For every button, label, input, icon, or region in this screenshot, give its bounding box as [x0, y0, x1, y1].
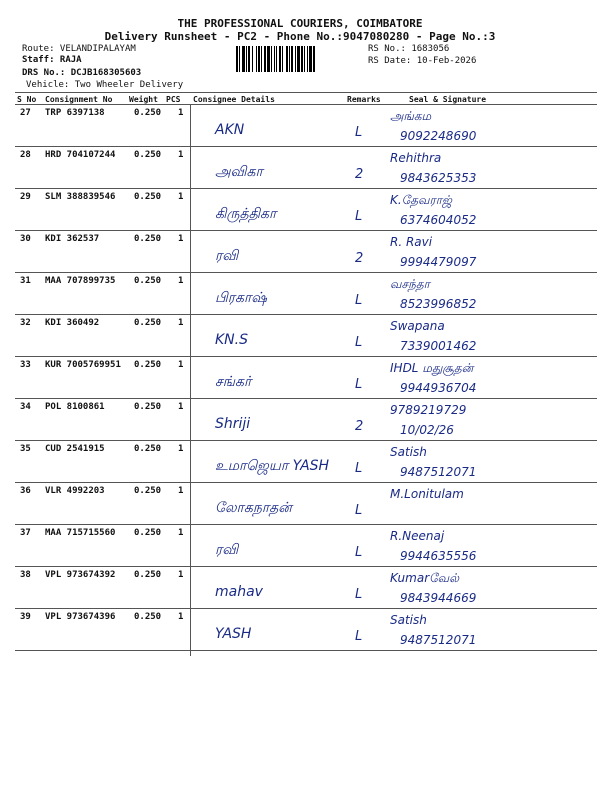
consignee-handwriting: AKN: [215, 122, 245, 138]
consignee-handwriting: mahav: [215, 584, 263, 600]
row-pcs: 1: [178, 234, 184, 244]
col-weight: Weight: [129, 95, 158, 104]
remark-handwriting: L: [355, 545, 363, 560]
row-consignment-no: HRD 704107244: [45, 150, 116, 160]
col-consignee: Consignee Details: [193, 95, 275, 104]
row-weight: 0.250: [134, 234, 162, 244]
row-weight: 0.250: [134, 486, 162, 496]
rs-number: RS No.: 1683056: [368, 44, 450, 54]
consignee-handwriting: உமாஜெயா YASH: [215, 458, 330, 474]
row-consignment-no: KDI 362537: [45, 234, 100, 244]
signature-phone: 9843944669: [400, 591, 477, 605]
row-sno: 29: [20, 192, 31, 202]
row-weight: 0.250: [134, 360, 162, 370]
signature-phone: 9487512071: [400, 465, 477, 479]
row-weight: 0.250: [134, 108, 162, 118]
row-consignment-no: POL 8100861: [45, 402, 105, 412]
row-consignment-no: VPL 973674396: [45, 612, 116, 622]
row-consignment-no: SLM 388839546: [45, 192, 116, 202]
remark-handwriting: L: [355, 125, 363, 140]
signature-handwriting: Satish: [390, 445, 427, 459]
remark-handwriting: 2: [355, 167, 364, 182]
signature-handwriting: Satish: [390, 613, 427, 627]
consignee-handwriting: கிருத்திகா: [215, 206, 277, 222]
row-consignment-no: VLR 4992203: [45, 486, 105, 496]
signature-phone: 7339001462: [400, 339, 477, 353]
consignee-handwriting: YASH: [215, 626, 252, 642]
col-sno: S No: [17, 95, 37, 104]
row-sno: 38: [20, 570, 31, 580]
row-sno: 36: [20, 486, 31, 496]
remark-handwriting: 2: [355, 419, 364, 434]
signature-phone: 6374604052: [400, 213, 477, 227]
signature-handwriting: Swapana: [390, 319, 445, 333]
consignee-handwriting: ரவி: [215, 542, 239, 558]
row-pcs: 1: [178, 402, 184, 412]
consignee-handwriting: பிரகாஷ்: [215, 290, 267, 306]
row-pcs: 1: [178, 612, 184, 622]
row-weight: 0.250: [134, 528, 162, 538]
remark-handwriting: L: [355, 587, 363, 602]
signature-phone: 9092248690: [400, 129, 477, 143]
staff-label: Staff: RAJA: [22, 55, 82, 65]
row-sno: 31: [20, 276, 31, 286]
signature-phone: 9487512071: [400, 633, 477, 647]
row-consignment-no: TRP 6397138: [45, 108, 105, 118]
col-pcs: PCS: [166, 95, 181, 104]
remark-handwriting: L: [355, 503, 363, 518]
col-consignment: Consignment No: [45, 95, 113, 104]
row-pcs: 1: [178, 570, 184, 580]
company-title: THE PROFESSIONAL COURIERS, COIMBATORE: [177, 17, 423, 30]
rs-date: RS Date: 10-Feb-2026: [368, 56, 477, 66]
row-sno: 27: [20, 108, 31, 118]
consignee-handwriting: அவிகா: [215, 164, 263, 180]
consignee-handwriting: லோகநாதன்: [215, 500, 292, 516]
signature-phone: 8523996852: [400, 297, 477, 311]
row-weight: 0.250: [134, 402, 162, 412]
remark-handwriting: L: [355, 461, 363, 476]
row-weight: 0.250: [134, 150, 162, 160]
signature-handwriting: M.Lonitulam: [390, 487, 464, 501]
col-seal-signature: Seal & Signature: [409, 95, 487, 104]
signature-handwriting: 9789219729: [390, 403, 467, 417]
row-sno: 39: [20, 612, 31, 622]
consignee-handwriting: Shriji: [215, 416, 251, 432]
remark-handwriting: L: [355, 629, 363, 644]
row-sno: 35: [20, 444, 31, 454]
row-sno: 28: [20, 150, 31, 160]
runsheet-subtitle: Delivery Runsheet - PC2 - Phone No.:9047080280 - Page No.:3: [104, 30, 496, 43]
row-consignment-no: CUD 2541915: [45, 444, 105, 454]
remark-handwriting: L: [355, 335, 363, 350]
signature-handwriting: வசந்தா: [390, 277, 430, 291]
row-pcs: 1: [178, 360, 184, 370]
row-consignment-no: MAA 715715560: [45, 528, 116, 538]
row-pcs: 1: [178, 192, 184, 202]
remark-handwriting: L: [355, 209, 363, 224]
row-consignment-no: MAA 707899735: [45, 276, 116, 286]
row-pcs: 1: [178, 486, 184, 496]
consignee-handwriting: சங்கர்: [215, 374, 252, 390]
signature-handwriting: அங்கம: [390, 109, 432, 123]
row-pcs: 1: [178, 318, 184, 328]
signature-phone: 9843625353: [400, 171, 477, 185]
row-consignment-no: VPL 973674392: [45, 570, 116, 580]
signature-phone: 9994479097: [400, 255, 477, 269]
row-consignment-no: KDI 360492: [45, 318, 100, 328]
row-pcs: 1: [178, 276, 184, 286]
row-weight: 0.250: [134, 276, 162, 286]
remark-handwriting: 2: [355, 251, 364, 266]
row-pcs: 1: [178, 444, 184, 454]
signature-phone: 9944635556: [400, 549, 477, 563]
vehicle-label: Vehicle: Two Wheeler Delivery: [26, 80, 184, 90]
row-sno: 34: [20, 402, 31, 412]
row-sno: 32: [20, 318, 31, 328]
route-label: Route: VELANDIPALAYAM: [22, 44, 136, 54]
consignee-handwriting: ரவி: [215, 248, 239, 264]
row-sno: 33: [20, 360, 31, 370]
remark-handwriting: L: [355, 293, 363, 308]
row-weight: 0.250: [134, 570, 162, 580]
signature-handwriting: K.தேவராஜ்: [390, 193, 452, 207]
signature-handwriting: Rehithra: [390, 151, 442, 165]
signature-handwriting: Kumarவேல்: [390, 571, 460, 585]
row-pcs: 1: [178, 150, 184, 160]
col-remarks: Remarks: [347, 95, 381, 104]
row-weight: 0.250: [134, 318, 162, 328]
signature-phone: 10/02/26: [400, 423, 454, 437]
row-pcs: 1: [178, 528, 184, 538]
signature-handwriting: IHDL மதுசூதன்: [390, 361, 474, 375]
signature-handwriting: R.Neenaj: [390, 529, 445, 543]
consignee-handwriting: KN.S: [215, 332, 248, 348]
row-sno: 37: [20, 528, 31, 538]
signature-handwriting: R. Ravi: [390, 235, 433, 249]
row-weight: 0.250: [134, 444, 162, 454]
row-consignment-no: KUR 7005769951: [45, 360, 121, 370]
row-weight: 0.250: [134, 192, 162, 202]
row-sno: 30: [20, 234, 31, 244]
signature-phone: 9944936704: [400, 381, 477, 395]
row-weight: 0.250: [134, 612, 162, 622]
drs-number: DRS No.: DCJB168305603: [22, 68, 142, 78]
remark-handwriting: L: [355, 377, 363, 392]
row-pcs: 1: [178, 108, 184, 118]
